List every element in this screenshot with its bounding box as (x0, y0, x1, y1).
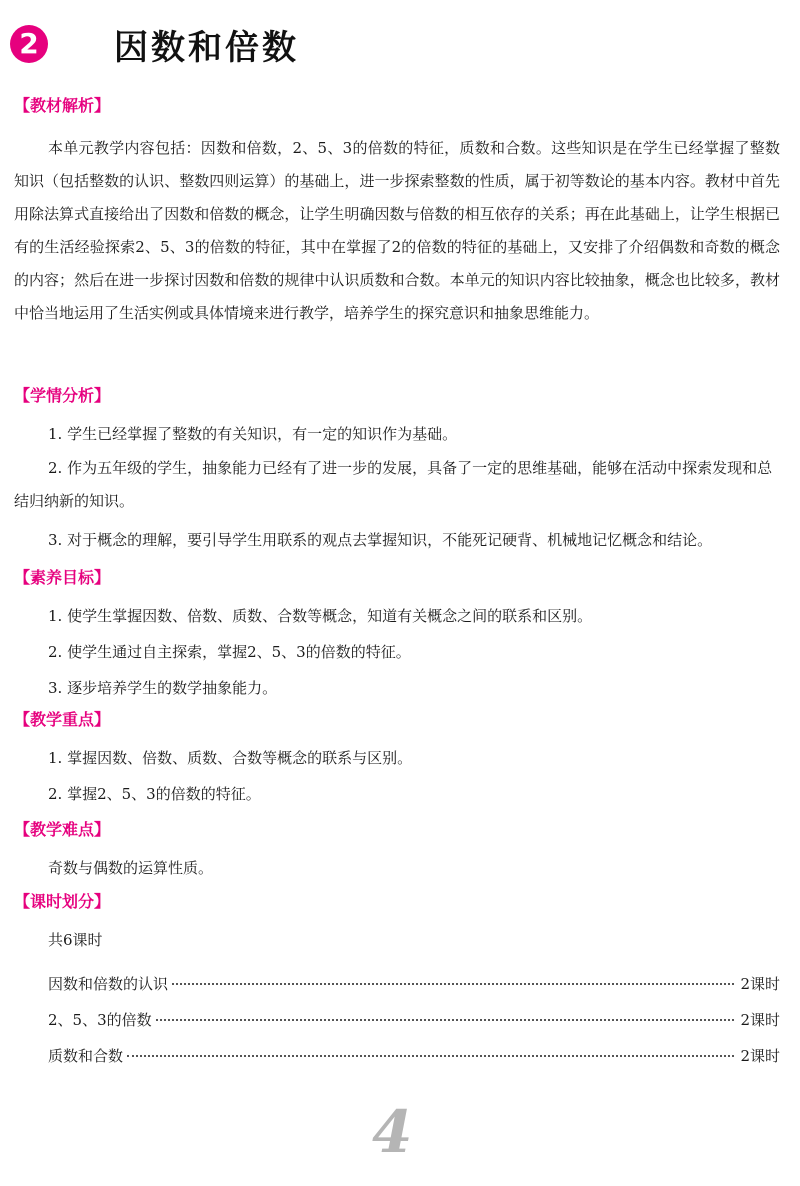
unit-title: 因数和倍数 (114, 27, 299, 68)
section-heading: 【素养目标】 (14, 568, 111, 587)
schedule-row-title: 质数和合数 (48, 1047, 124, 1065)
section-key-points (14, 708, 780, 812)
list-item: 2. 使学生通过自主探索，掌握2、5、3的倍数的特征。 (48, 643, 411, 661)
list-item: 2. 掌握2、5、3的倍数的特征。 (48, 785, 261, 803)
schedule-total: 共6课时 (48, 931, 103, 949)
section-goals (14, 566, 780, 706)
list-item: 2. 作为五年级的学生，抽象能力已经有了进一步的发展，具备了一定的思维基础，能够在活动中探索发现和总结归纳新的知识。 (14, 459, 773, 510)
dot-leader (127, 1055, 734, 1057)
section-analysis (14, 94, 780, 330)
dot-leader (172, 983, 734, 985)
schedule-row-hours: 2课时 (740, 1047, 780, 1065)
section-heading: 【学情分析】 (14, 386, 111, 405)
schedule-row (14, 994, 780, 1030)
section-heading: 【教材解析】 (14, 96, 111, 115)
section-heading: 【教学重点】 (14, 710, 111, 729)
list-item: 3. 逐步培养学生的数学抽象能力。 (48, 679, 278, 697)
dot-leader (156, 1019, 735, 1021)
section-heading: 【课时划分】 (14, 892, 111, 911)
list-item: 1. 学生已经掌握了整数的有关知识，有一定的知识作为基础。 (48, 425, 458, 443)
section-schedule (14, 890, 780, 1066)
page-number: 4 (372, 1098, 413, 1166)
schedule-row (14, 1030, 780, 1066)
list-item: 奇数与偶数的运算性质。 (48, 859, 214, 877)
unit-header (10, 20, 299, 68)
schedule-row-title: 因数和倍数的认识 (48, 975, 169, 993)
list-item: 3. 对于概念的理解，要引导学生用联系的观点去掌握知识，不能死记硬背、机械地记忆概念和结论。 (48, 531, 713, 549)
schedule-row (14, 958, 780, 994)
section-students (14, 384, 780, 558)
analysis-paragraph: 本单元教学内容包括：因数和倍数，2、5、3的倍数的特征，质数和合数。这些知识是在学生已经掌握了整数知识（包括整数的认识、整数四则运算）的基础上，进一步探索整数的性质，属于初等数论的基本内容。教材中首先用除法算式直接给出了因数和倍数的概念，让学生明确因数与倍数的相互依存的关系；再在此基础上，让学生根据已有的生活经验探索2、5、3的倍数的特征，其中在掌握了2的倍数的特征的基础上，又安排了介绍偶数和奇数的概念的内容；然后在进一步探讨因数和倍数的规律中认识质数和合数。本单元的知识内容比较抽象，概念也比较多，教材中恰当地运用了生活实例或具体情境来进行教学，培养学生的探究意识和抽象思维能力。 (14, 139, 780, 322)
section-difficulties (14, 818, 780, 886)
unit-number-badge: 2 (10, 25, 48, 63)
schedule-row-hours: 2课时 (740, 975, 780, 993)
schedule-row-title: 2、5、3的倍数 (48, 1011, 152, 1029)
section-heading: 【教学难点】 (14, 820, 111, 839)
list-item: 1. 掌握因数、倍数、质数、合数等概念的联系与区别。 (48, 749, 413, 767)
schedule-row-hours: 2课时 (740, 1011, 780, 1029)
list-item: 1. 使学生掌握因数、倍数、质数、合数等概念，知道有关概念之间的联系和区别。 (48, 607, 593, 625)
